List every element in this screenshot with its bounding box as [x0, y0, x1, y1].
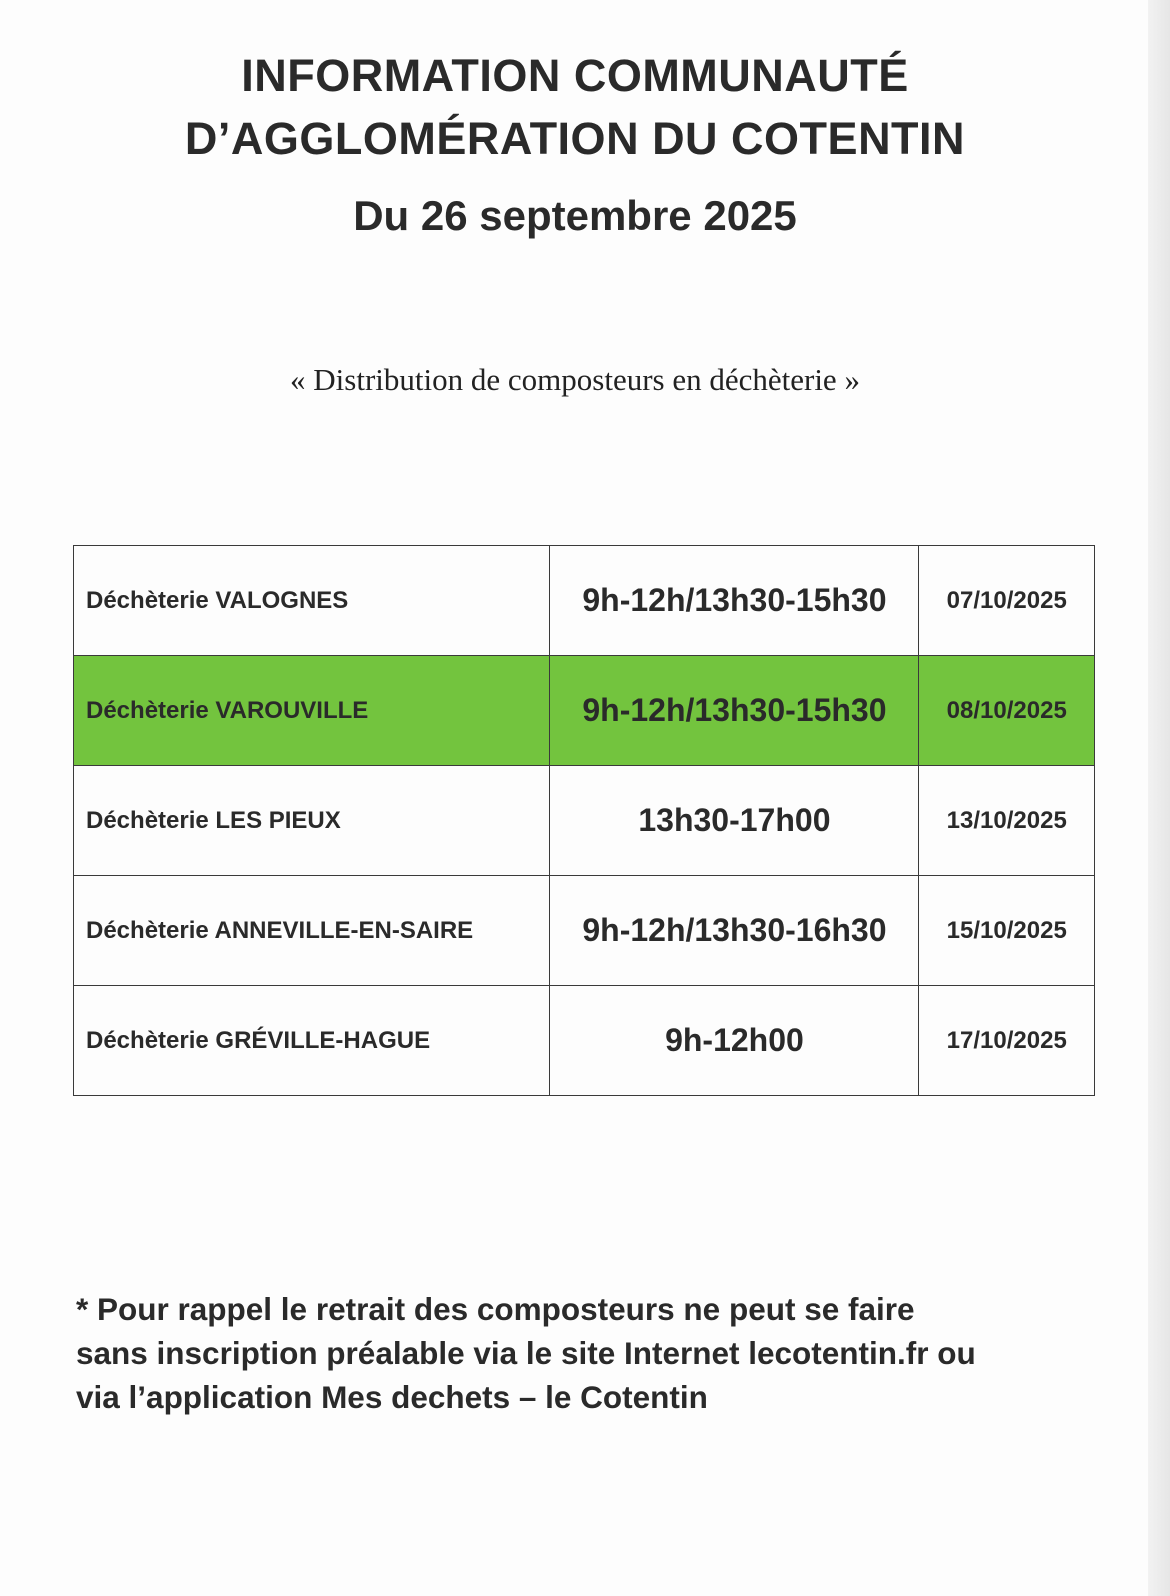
tagline: « Distribution de composteurs en déchèterie » [290, 362, 860, 397]
footnote-line-2: sans inscription préalable via le site Internet lecotentin.fr ou [76, 1335, 976, 1371]
page-edge-shadow [1148, 0, 1170, 1596]
table-row-highlighted [74, 656, 1095, 766]
table-row [74, 546, 1095, 656]
date-heading: Du 26 septembre 2025 [353, 192, 797, 239]
hours-cell: 9h-12h/13h30-16h30 [550, 876, 919, 986]
footnote-line-3: via l’application Mes dechets – le Cotentin [76, 1379, 708, 1415]
date-cell: 15/10/2025 [919, 876, 1095, 986]
date-cell: 08/10/2025 [919, 656, 1095, 766]
footnote [76, 1287, 1116, 1419]
title-line-1: INFORMATION COMMUNAUTÉ [241, 50, 909, 101]
hours-cell: 13h30-17h00 [550, 766, 919, 876]
date-cell: 17/10/2025 [919, 986, 1095, 1096]
hours-cell: 9h-12h/13h30-15h30 [550, 546, 919, 656]
hours-cell: 9h-12h00 [550, 986, 919, 1096]
hours-cell: 9h-12h/13h30-15h30 [550, 656, 919, 766]
site-cell: Déchèterie VALOGNES [74, 546, 550, 656]
site-cell: Déchèterie ANNEVILLE-EN-SAIRE [74, 876, 550, 986]
site-cell: Déchèterie LES PIEUX [74, 766, 550, 876]
title-line-2: D’AGGLOMÉRATION DU COTENTIN [184, 113, 966, 164]
schedule-table [73, 545, 1095, 1096]
footnote-line-1: * Pour rappel le retrait des composteurs ne peut se faire [76, 1291, 915, 1327]
table-row [74, 986, 1095, 1096]
site-cell: Déchèterie GRÉVILLE-HAGUE [74, 986, 550, 1096]
date-cell: 13/10/2025 [919, 766, 1095, 876]
date-cell: 07/10/2025 [919, 546, 1095, 656]
table-row [74, 766, 1095, 876]
site-cell: Déchèterie VAROUVILLE [74, 656, 550, 766]
table-row [74, 876, 1095, 986]
